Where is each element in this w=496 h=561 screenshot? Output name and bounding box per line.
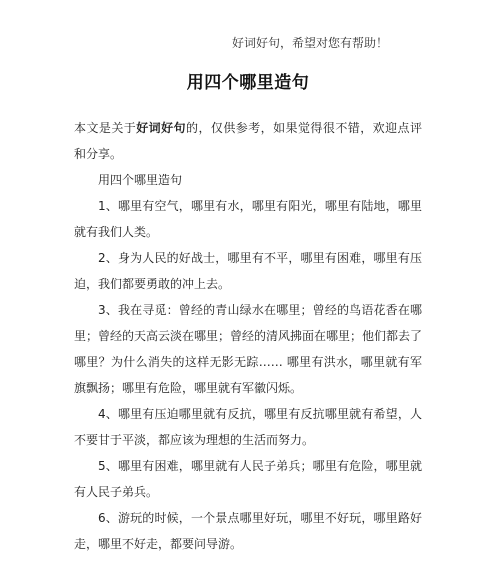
intro-text-after: 的，仅供参考，如果觉得很不错，欢迎点评和分享。 xyxy=(74,121,422,161)
intro-paragraph xyxy=(74,115,422,167)
page-title: 用四个哪里造句 xyxy=(186,73,310,93)
subtitle: 用四个哪里造句 xyxy=(98,173,183,187)
list-item: 1、哪里有空气，哪里有水，哪里有阳光，哪里有陆地，哪里就有我们人类。 xyxy=(74,199,422,239)
list-item: 6、游玩的时候，一个景点哪里好玩，哪里不好玩，哪里路好走，哪里不好走，都要问导游。 xyxy=(74,511,422,551)
header-note: 好词好句，希望对您有帮助！ xyxy=(232,36,389,50)
list-item: 4、哪里有压迫哪里就有反抗，哪里有反抗哪里就有希望，人不要甘于平淡，都应该为理想的生活而努力。 xyxy=(74,407,422,447)
list-item: 3、我在寻觅：曾经的青山绿水在哪里；曾经的鸟语花香在哪里；曾经的天高云淡在哪里；曾经的清风拂面在哪里；他们都去了哪里？为什么消失的这样无影无踪…… 哪里有洪水，哪里就有军旗飘扬；哪里有危险，哪里就有军徽闪烁。 xyxy=(74,303,423,395)
document-body xyxy=(74,115,422,557)
intro-keyword: 好词好句 xyxy=(136,121,186,135)
intro-text-before: 本文是关于 xyxy=(74,121,137,135)
list-item: 2、身为人民的好战士，哪里有不平，哪里有困难，哪里有压迫，我们都要勇敢的冲上去。 xyxy=(74,251,422,291)
list-item: 5、哪里有困难，哪里就有人民子弟兵；哪里有危险，哪里就有人民子弟兵。 xyxy=(74,459,422,499)
